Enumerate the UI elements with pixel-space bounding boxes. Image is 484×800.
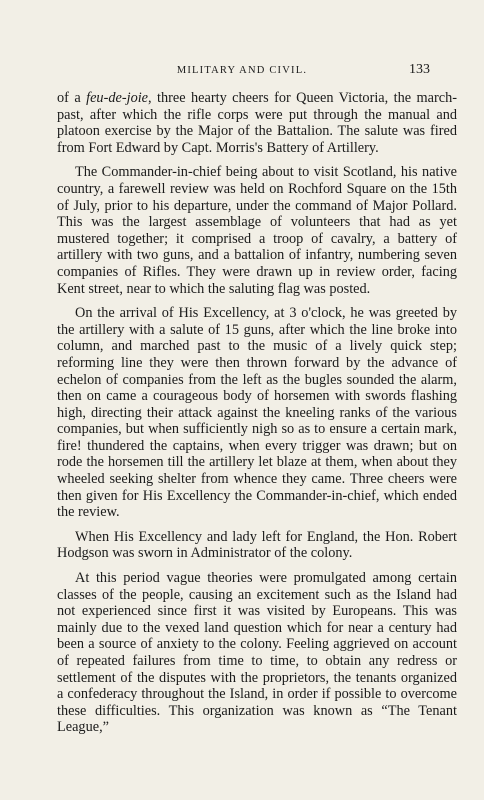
paragraph-1 [57, 90, 457, 156]
paragraph-1-text: , three hearty cheers for Queen Victoria, the march-past, after which the rifle corps were put through the manual and platoon exercise by the Major of the Battalion. The salute was fired from Fort Edward by Capt. Morris's Battery of Artillery. [57, 90, 458, 156]
paragraph-2: The Commander-in-chief being about to visit Scotland, his native country, a farewell review was held on Rochford Square on the 15th of July, prior to his departure, under the command of Major Pollard. This was the largest assemblage of volunteers that had as yet mustered together; it comprised a troop of cavalry, a battery of artillery with two guns, and a battalion of infantry, numbering seven companies of Rifles. They were drawn up in review order, facing Kent street, near to which the saluting flag was posted. [57, 164, 457, 297]
page-number: 133 [409, 62, 430, 77]
paragraph-1-prefix: of a [57, 90, 87, 106]
paragraph-3: On the arrival of His Excellency, at 3 o'clock, he was greeted by the artillery with a salute of 15 guns, after which the line broke into column, and marched past to the music of a lively quick step; reforming line they were then thrown forward by the advance of echelon of companies from the left as the bugles sounded the alarm, then on came a courageous body of horsemen with swords flashing high, directing their attack against the kneeling ranks of the various companies, but when sufficiently nigh so as to ensure a certain mark, fire! thundered the captains, when every trigger was drawn; but on rode the horsemen till the artillery let blaze at them, when about they wheeled seeking shelter from whence they came. Three cheers were then given for His Excellency the Commander-in-chief, which ended the review. [57, 305, 457, 521]
paragraph-4: When His Excellency and lady left for England, the Hon. Robert Hodgson was sworn in Administrator of the colony. [57, 528, 457, 562]
feu-de-joie-term: feu-de-joie [86, 90, 149, 106]
running-title: MILITARY AND CIVIL. [176, 65, 308, 76]
body-text [57, 90, 457, 744]
running-head [0, 62, 484, 82]
paragraph-5: At this period vague theories were promulgated among certain classes of the people, causing an excitement such as the Island had not experienced since first it was visited by Europeans. This was mainly due to the vexed land question which for near a century had been a source of anxiety to the colony. Feeling aggrieved on account of repeated failures from time to time, to obtain any redress or settlement of the disputes with the proprietors, the tenants organized a confederacy throughout the Island, in order if possible to overcome these difficulties. This organization was known as “The Tenant League,” [57, 570, 457, 736]
